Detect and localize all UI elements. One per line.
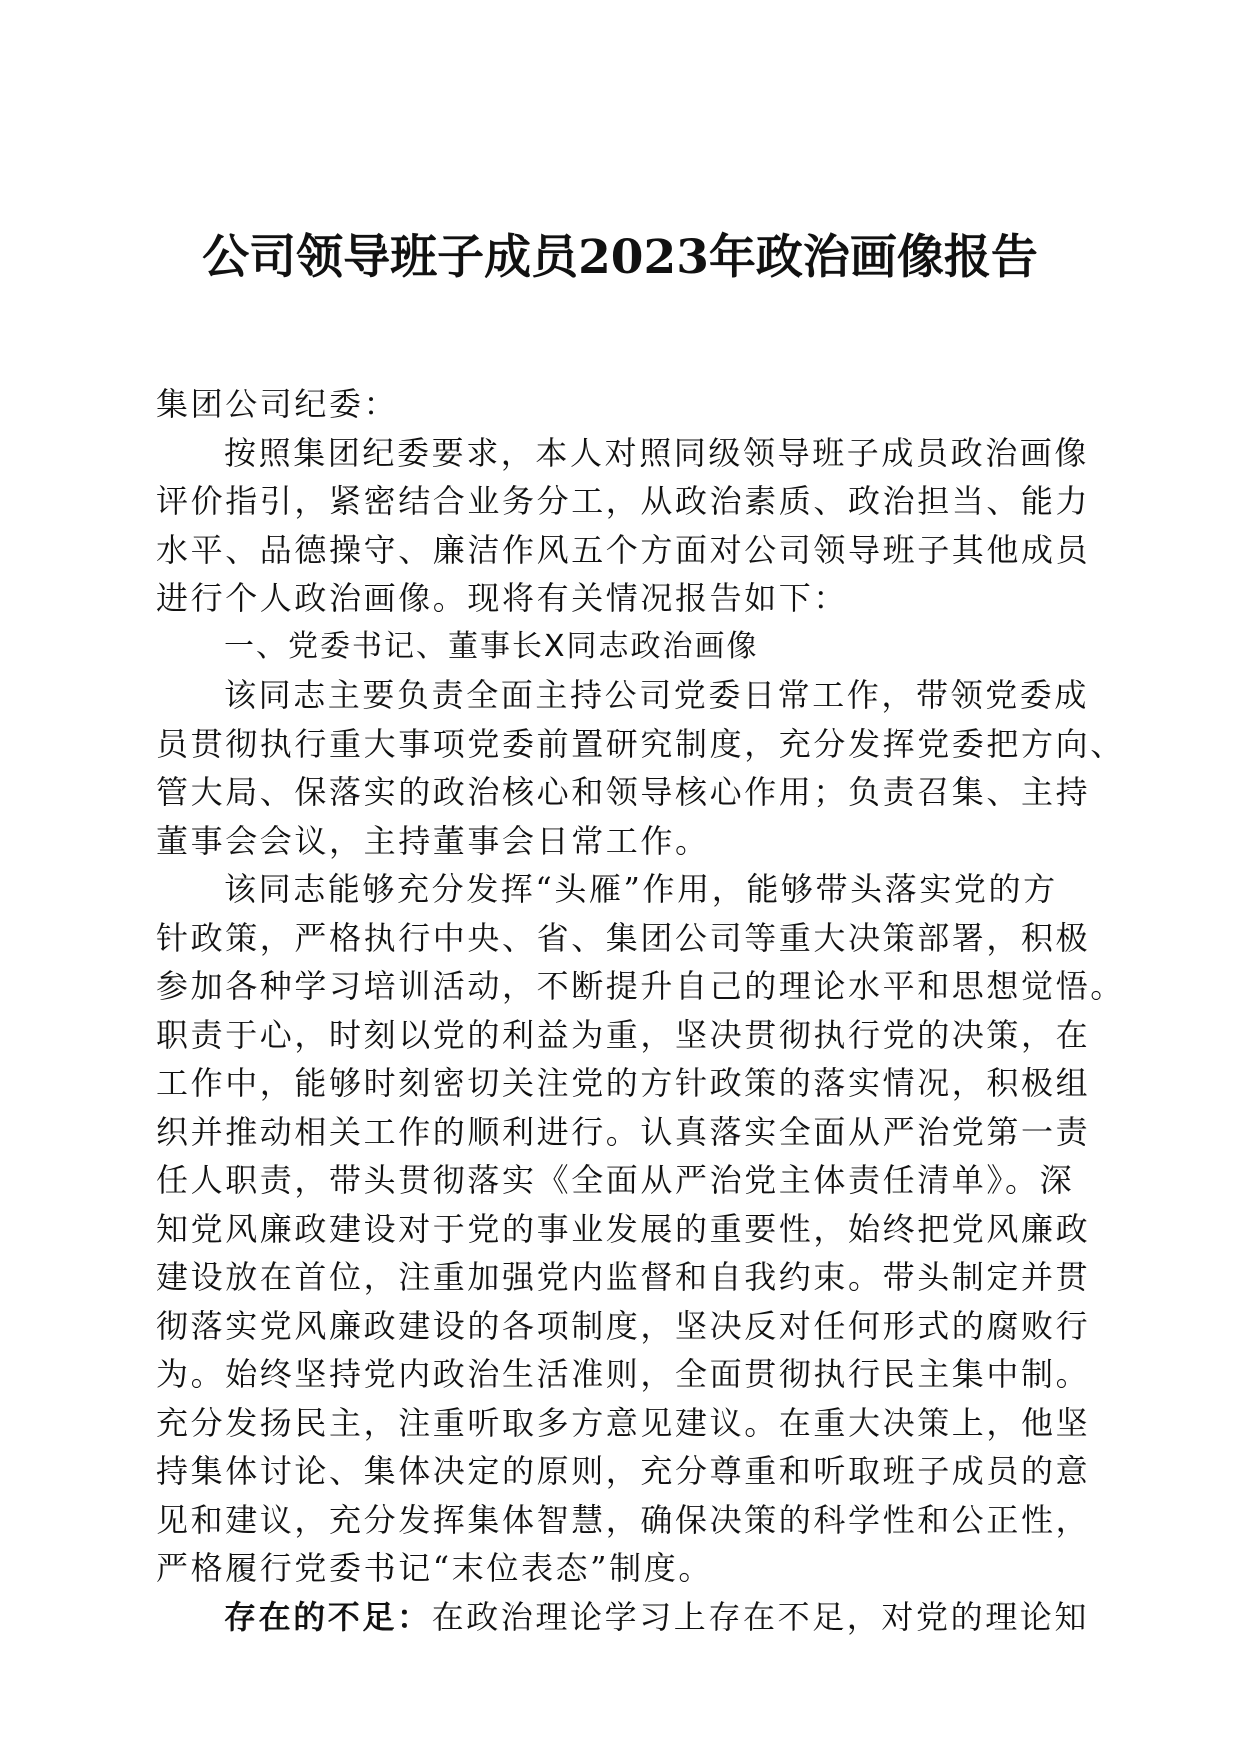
paragraph-line: 管大局、保落实的政治核心和领导核心作用；负责召集、主持: [156, 773, 1091, 811]
intro-line: 进行个人政治画像。现将有关情况报告如下：: [156, 579, 849, 617]
shortcoming-line: [156, 1593, 1090, 1642]
paragraph-line: 知党风廉政建设对于党的事业发展的重要性，始终把党风廉政: [156, 1209, 1091, 1248]
document-body: [156, 380, 1125, 1641]
paragraph-line: 参加各种学习培训活动，不断提升自己的理论水平和思想觉悟。: [156, 967, 1125, 1005]
intro-line: 按照集团纪委要求，本人对照同级领导班子成员政治画像: [224, 433, 1090, 472]
paragraph-line: 董事会会议，主持董事会日常工作。: [156, 821, 710, 860]
shortcoming-text: 在政治理论学习上存在不足，对党的理论知: [431, 1597, 1090, 1636]
paragraph-line: 职责于心，时刻以党的利益为重，坚决贯彻执行党的决策，在: [156, 1015, 1091, 1054]
paragraph-line: 持集体讨论、集体决定的原则，充分尊重和听取班子成员的意: [156, 1452, 1091, 1490]
paragraph-line: 任人职责，带头贯彻落实《全面从严治党主体责任清单》。深: [156, 1161, 1075, 1199]
salutation: 集团公司纪委：: [156, 385, 399, 423]
paragraph-line: 建设放在首位，注重加强党内监督和自我约束。带头制定并贯: [156, 1258, 1091, 1296]
paragraph-line: 充分发扬民主，注重听取多方意见建议。在重大决策上，他坚: [156, 1403, 1091, 1442]
paragraph-line: 工作中，能够时刻密切关注党的方针政策的落实情况，积极组: [156, 1064, 1091, 1102]
intro-line: 水平、品德操守、廉洁作风五个方面对公司领导班子其他成员: [156, 530, 1091, 569]
document-title: 公司领导班子成员2023年政治画像报告: [202, 230, 1038, 285]
paragraph-line: 织并推动相关工作的顺利进行。认真落实全面从严治党第一责: [156, 1112, 1091, 1151]
paragraph-line: 彻落实党风廉政建设的各项制度，坚决反对任何形式的腐败行: [156, 1306, 1091, 1345]
intro-line: 评价指引，紧密结合业务分工，从政治素质、政治担当、能力: [156, 482, 1091, 520]
paragraph-line: 针政策，严格执行中央、省、集团公司等重大决策部署，积极: [156, 918, 1091, 957]
paragraph-line: 员贯彻执行重大事项党委前置研究制度，充分发挥党委把方向、: [156, 724, 1125, 763]
paragraph-line: 该同志主要负责全面主持公司党委日常工作，带领党委成: [224, 676, 1090, 714]
paragraph-line: 严格履行党委书记“末位表态”制度。: [156, 1549, 713, 1587]
paragraph-line: 为。始终坚持党内政治生活准则，全面贯彻执行民主集中制。: [156, 1355, 1091, 1393]
paragraph-line: 该同志能够充分发挥“头雁”作用，能够带头落实党的方: [224, 870, 1058, 908]
section-heading: 一、党委书记、董事长X同志政治画像: [224, 628, 759, 664]
paragraph-line: 见和建议，充分发挥集体智慧，确保决策的科学性和公正性，: [156, 1500, 1091, 1539]
shortcoming-label: 存在的不足：: [224, 1597, 432, 1636]
